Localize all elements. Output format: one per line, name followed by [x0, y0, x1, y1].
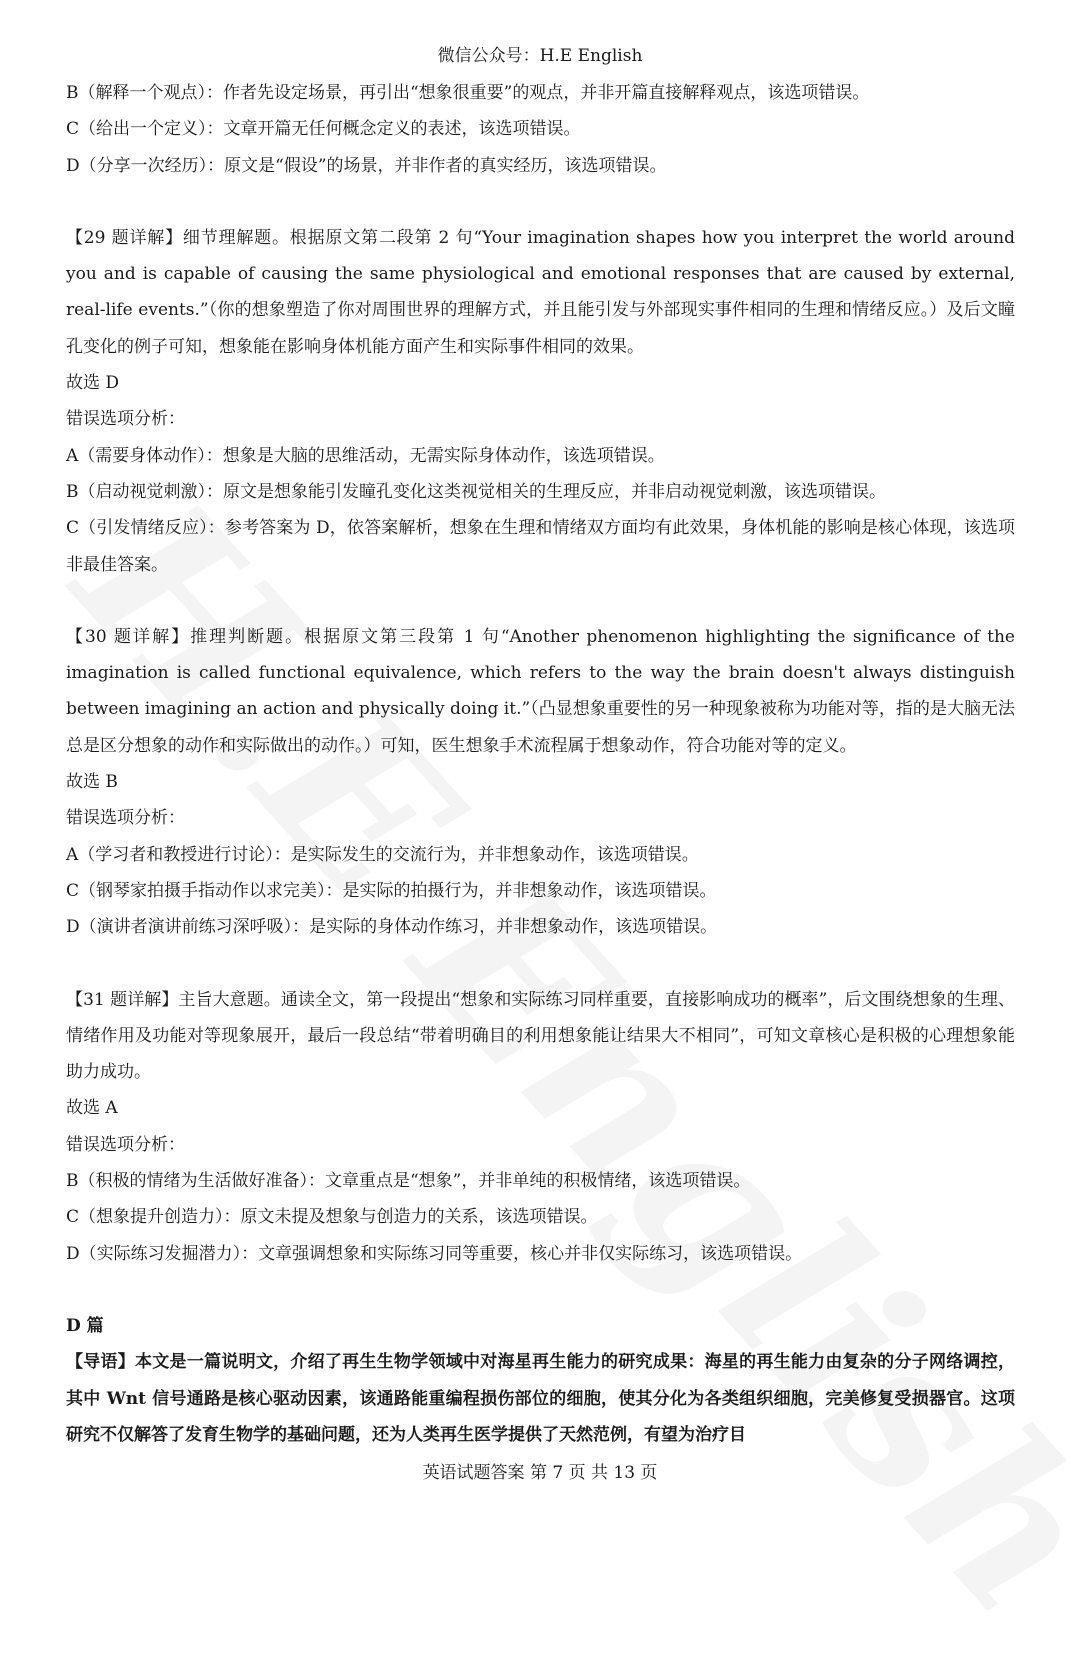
- q29-option-c: C（引发情绪反应）：参考答案为 D，依答案解析，想象在生理和情绪双方面均有此效果，身体机能的影响是核心体现，该选项非最佳答案。: [66, 518, 1015, 575]
- q28-option-b: B（解释一个观点）：作者先设定场景，再引出“想象很重要”的观点，并非开篇直接解释观点，该选项错误。: [66, 83, 870, 103]
- spacer: [66, 583, 1015, 619]
- section-d-title: D 篇: [66, 1315, 104, 1336]
- q28-option-c: C（给出一个定义）：文章开篇无任何概念定义的表述，该选项错误。: [66, 119, 581, 140]
- q31-analysis-label: 错误选项分析：: [66, 1134, 185, 1155]
- q29-answer: 故选 D: [66, 373, 120, 394]
- q31-detail: 【31 题详解】主旨大意题。通读全文，第一段提出“想象和实际练习同样重要，直接影响成功的概率”，后文围绕想象的生理、情绪作用及功能对等现象展开，最后一段总结“带着明确目的利用想象能让结果大不相同”，可知文章核心是积极的心理想象能助力成功。: [66, 989, 1015, 1083]
- q29-analysis-label: 错误选项分析：: [66, 409, 185, 430]
- page-footer: 英语试题答案 第 7 页 共 13 页: [422, 1463, 658, 1483]
- q31-option-d: D（实际练习发掘潜力）：文章强调想象和实际练习同等重要，核心并非仅实际练习，该选项错误。: [66, 1243, 803, 1264]
- q30-answer: 故选 B: [66, 772, 118, 793]
- q30-detail: 【30 题详解】推理判断题。根据原文第三段第 1 句“Another phenomenon highlighting the significance of the imagination is called functional equivalence, which refers to the way the brain doesn't always distinguish between imagining an action and physically doing it.”（凸显想象重要性的另一种现象被称为功能对等，指的是大脑无法总是区分想象的动作和实际做出的动作。）可知，医生想象手术流程属于想象动作，符合功能对等的定义。: [66, 626, 1015, 756]
- q31-option-b: B（积极的情绪为生活做好准备）：文章重点是“想象”，并非单纯的积极情绪，该选项错误。: [66, 1171, 751, 1192]
- q31-option-c: C（想象提升创造力）：原文未提及想象与创造力的关系，该选项错误。: [66, 1207, 598, 1228]
- q31-answer: 故选 A: [66, 1098, 118, 1119]
- q30-option-d: D（演讲者演讲前练习深呼吸）：是实际的身体动作练习，并非想象动作，该选项错误。: [66, 917, 718, 938]
- q30-option-a: A（学习者和教授进行讨论）：是实际发生的交流行为，并非想象动作，该选项错误。: [66, 844, 699, 865]
- section-d-intro: 【导语】本文是一篇说明文，介绍了再生生物学领域中对海星再生能力的研究成果：海星的再生能力由复杂的分子网络调控，其中 Wnt 信号通路是核心驱动因素，该通路能重编程损伤部位的细胞，使其分化为各类组织细胞，完美修复受损器官。这项研究不仅解答了发育生物学的基础问题，还为人类再生医学提供了天然范例，有望为治疗目: [66, 1352, 1015, 1445]
- q29-detail: 【29 题详解】细节理解题。根据原文第二段第 2 句“Your imagination shapes how you interpret the world around you and is capable of causing the same physiological and emotional responses that are caused by external, real-life events.”（你的想象塑造了你对周围世界的理解方式，并且能引发与外部现实事件相同的生理和情绪反应。）及后文瞳孔变化的例子可知，想象能在影响身体机能方面产生和实际事件相同的效果。: [66, 227, 1015, 357]
- page-content: [66, 75, 1015, 1453]
- page-header: 微信公众号：H.E English: [437, 46, 643, 66]
- q29-option-a: A（需要身体动作）：想象是大脑的思维活动，无需实际身体动作，该选项错误。: [66, 445, 665, 466]
- spacer: [66, 946, 1015, 982]
- spacer: [66, 184, 1015, 220]
- q30-option-c: C（钢琴家拍摄手指动作以求完美）：是实际的拍摄行为，并非想象动作，该选项错误。: [66, 880, 717, 901]
- q28-option-d: D（分享一次经历）：原文是“假设”的场景，并非作者的真实经历，该选项错误。: [66, 155, 667, 176]
- q30-analysis-label: 错误选项分析：: [66, 808, 185, 829]
- spacer: [66, 1272, 1015, 1308]
- q29-option-b: B（启动视觉刺激）：原文是想象能引发瞳孔变化这类视觉相关的生理反应，并非启动视觉刺激，该选项错误。: [66, 481, 886, 502]
